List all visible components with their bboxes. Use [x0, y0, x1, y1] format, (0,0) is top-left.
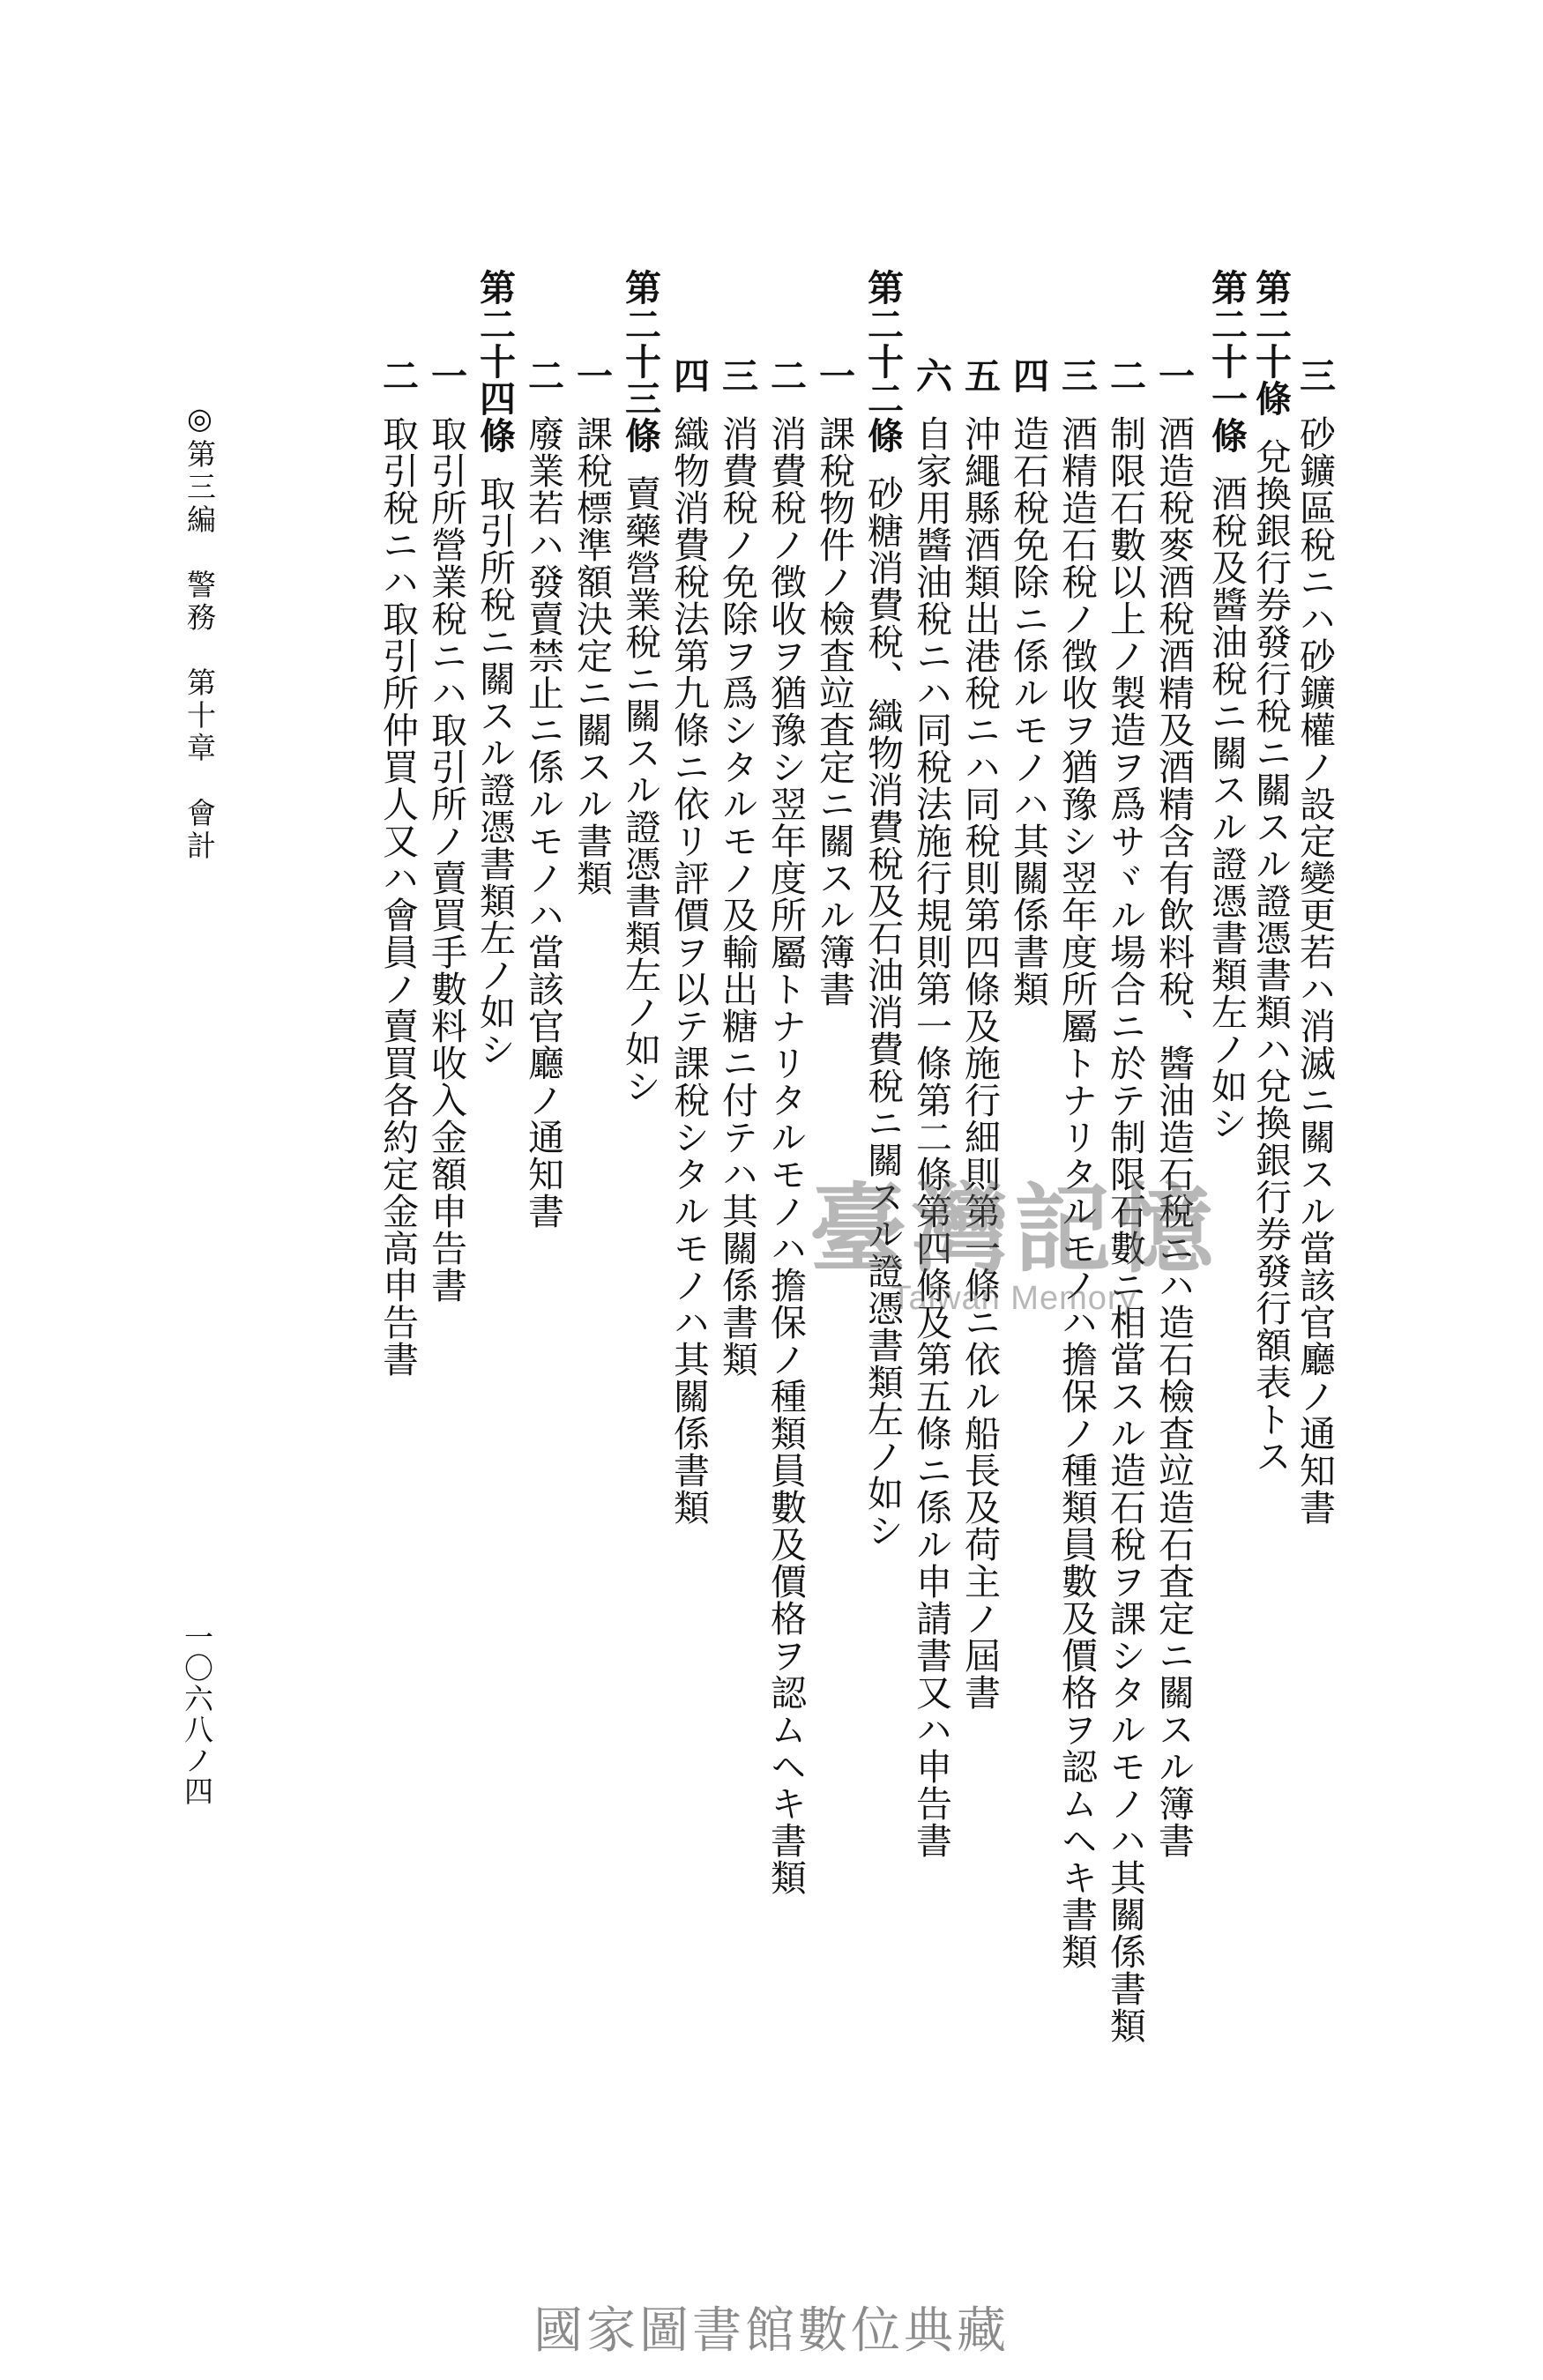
article-number: 第二十三條 [619, 269, 661, 454]
article-text: 酒稅及醬油稅ニ關スル證憑書類左ノ如シ [1205, 475, 1248, 1142]
item-text: 自家用醬油稅ニハ同稅法施行規則第一條第二條第四條及第五條ニ係ル申請書又ハ申告書 [910, 415, 952, 1859]
item-number: 六 [910, 357, 952, 394]
text-column-7 [1007, 357, 1049, 1008]
text-column-12 [764, 357, 807, 1896]
item-number: 一 [813, 357, 855, 394]
item-number: 一 [570, 357, 613, 394]
article-text: 取引所稅ニ關スル證憑書類左ノ如シ [473, 475, 516, 1067]
item-text: 酒造稅麥酒稅酒精及酒精含有飲料稅、醬油造石稅ニハ造石檢査竝造石査定ニ關スル簿書 [1152, 415, 1195, 1859]
item-text: 消費稅ノ徴收ヲ猶豫シ翌年度所屬トナリタルモノハ擔保ノ種類員數及價格ヲ認ムヘキ書類 [764, 415, 807, 1896]
article-number: 第二十條 [1249, 269, 1292, 417]
item-number: 二 [522, 357, 564, 394]
text-column-19 [425, 357, 467, 1304]
text-column-15 [619, 269, 661, 1104]
text-column-2 [1249, 269, 1292, 1475]
item-text: 沖繩縣酒類出港稅ニハ同稅則第四條及施行細則第一條ニ依ル船長及荷主ノ屆書 [958, 415, 1001, 1711]
text-column-10 [861, 269, 904, 1549]
item-text: 織物消費稅法第九條ニ依リ評價ヲ以テ課稅シタルモノハ其關係書類 [667, 415, 710, 1526]
text-column-13 [716, 357, 758, 1378]
item-text: 課稅物件ノ檢査竝査定ニ關スル簿書 [813, 415, 855, 1008]
item-number: 二 [764, 357, 807, 394]
text-column-17 [522, 357, 564, 1230]
text-column-9 [910, 357, 952, 1859]
text-column-16 [570, 357, 613, 896]
item-number: 五 [958, 357, 1001, 394]
article-number: 第二十四條 [473, 269, 516, 454]
text-column-14 [667, 357, 710, 1526]
archive-banner: 國家圖書館數位典藏 [533, 2302, 1010, 2360]
item-text: 消費稅ノ免除ヲ爲シタルモノ及輸出糖ニ付テハ其關係書類 [716, 415, 758, 1378]
watermark-title: 臺灣記憶 [809, 1172, 1219, 1286]
text-column-20 [376, 357, 419, 1378]
item-number: 三 [1293, 357, 1336, 394]
text-column-18 [473, 269, 516, 1067]
text-column-3 [1205, 269, 1248, 1142]
running-head: ◎第三編 警務 第十章 會計 [183, 401, 217, 863]
item-text: 取引所營業稅ニハ取引所ノ賣買手數料收入金額申告書 [425, 415, 467, 1304]
item-text: 砂鑛區稅ニハ砂鑛權ノ設定變更若ハ消滅ニ關スル當該官廳ノ通知書 [1293, 415, 1336, 1526]
article-number: 第二十一條 [1205, 269, 1248, 454]
item-text: 取引稅ニハ取引所仲買人又ハ會員ノ賣買各約定金高申告書 [376, 415, 419, 1378]
text-column-11 [813, 357, 855, 1008]
item-number: 二 [376, 357, 419, 394]
item-text: 造石稅免除ニ係ルモノハ其關係書類 [1007, 415, 1049, 1008]
text-column-6 [1055, 357, 1098, 1970]
item-text: 廢業若ハ發賣禁止ニ係ルモノハ當該官廳ノ通知書 [522, 415, 564, 1230]
text-column-8 [958, 357, 1001, 1711]
item-text: 制限石數以上ノ製造ヲ爲サヾル場合ニ於テ制限石數ニ相當スル造石稅ヲ課シタルモノハ其關係書類 [1104, 415, 1146, 2044]
text-column-5 [1104, 357, 1146, 2044]
article-number: 第二十二條 [861, 269, 904, 454]
item-number: 四 [1007, 357, 1049, 394]
page-number: 一〇六八ノ四 [180, 1622, 214, 1807]
text-column-1 [1293, 357, 1336, 1526]
article-text: 砂糖消費稅、織物消費稅及石油消費稅ニ關スル證憑書類左ノ如シ [861, 475, 904, 1549]
item-number: 二 [1104, 357, 1146, 394]
article-text: 賣藥營業稅ニ關スル證憑書類左ノ如シ [619, 475, 661, 1104]
item-number: 一 [425, 357, 467, 394]
item-number: 四 [667, 357, 710, 394]
item-number: 一 [1152, 357, 1195, 394]
text-column-4 [1152, 357, 1195, 1859]
item-text: 課稅標準額決定ニ關スル書類 [570, 415, 613, 896]
item-number: 三 [716, 357, 758, 394]
watermark-subtitle: Taiwan Memory [891, 1280, 1137, 1317]
item-text: 酒精造石稅ノ徴收ヲ猶豫シ翌年度所屬トナリタルモノハ擔保ノ種類員數及價格ヲ認ムヘキ書類 [1055, 415, 1098, 1970]
item-number: 三 [1055, 357, 1098, 394]
article-text: 兌換銀行券發行稅ニ關スル證憑書類ハ兌換銀行券發行額表トス [1249, 438, 1292, 1475]
